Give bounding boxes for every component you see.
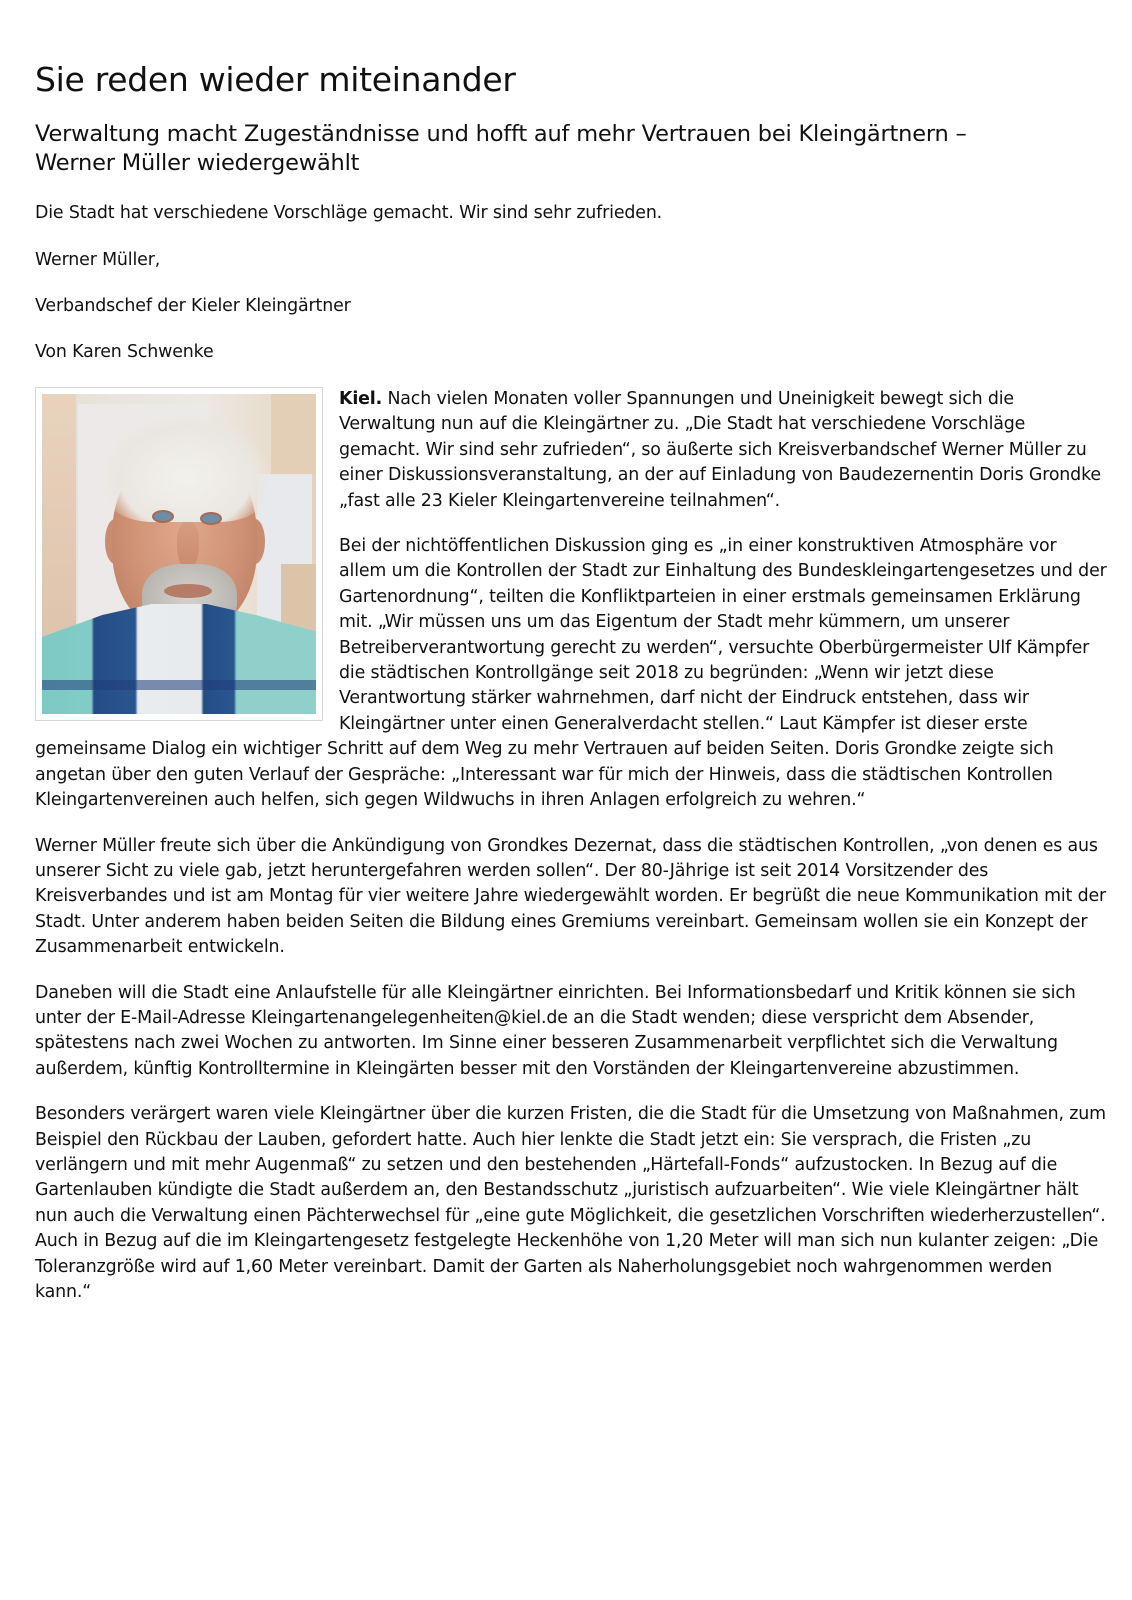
article-photo <box>35 387 323 721</box>
pull-quote: Die Stadt hat verschiedene Vorschläge gemacht. Wir sind sehr zufrieden. <box>35 203 663 223</box>
paragraph-4: Daneben will die Stadt eine Anlaufstelle für alle Kleingärtner einrichten. Bei Informationsbedarf und Kritik können sie sich unter der E-Mail-Adresse Kleingartenangelegenheiten@kiel.de an die Stadt wenden; diese verspricht dem Absender, spätestens nach zwei Wochen zu antworten. Im Sinne einer besseren Zusammenarbeit verpflichtet sich die Verwaltung außerdem, künftig Kontrolltermine in Kleingärten besser mit den Vorständen der Kleingartenvereine abzustimmen. <box>35 982 1076 1079</box>
byline: Von Karen Schwenke <box>35 342 214 362</box>
dateline: Kiel. <box>339 389 383 409</box>
paragraph-2: Bei der nichtöffentlichen Diskussion ging es „in einer konstruktiven Atmosphäre vor allem um die Kontrollen der Stadt zur Einhaltung des Bundeskleingartengesetzes und der Gartenordnung“, teilten die Konfliktparteien in einer erstmals gemeinsamen Erklärung mit. „Wir müssen uns um das Eigentum der Stadt mehr kümmern, um unserer Betreiberverantwortung gerecht zu werden“, versuchte Oberbürgermeister Ulf Kämpfer die städtischen Kontrollgänge seit 2018 zu begründen: „Wenn wir jetzt diese Verantwortung stärker wahrnehmen, darf nicht der Eindruck entstehen, dass wir Kleingärtner unter einen Generalverdacht stellen.“ Laut Kämpfer ist dieser erste gemeinsame Dialog ein wichtiger Schritt auf dem Weg zu mehr Vertrauen auf beiden Seiten. Doris Grondke zeigte sich angetan über den guten Verlauf der Gespräche: „Interessant war für mich der Hinweis, dass die städtischen Kontrollen Kleingartenvereinen auch helfen, sich gegen Wildwuchs in ihren Anlagen erfolgreich zu wehren.“ <box>35 536 1107 811</box>
paragraph-3: Werner Müller freute sich über die Ankündigung von Grondkes Dezernat, dass die städtischen Kontrollen, „von denen es aus unserer Sicht zu viele gab, jetzt heruntergefahren werden sollen“. Der 80-Jährige ist seit 2014 Vorsitzender des Kreisverbandes und ist am Montag für vier weitere Jahre wiedergewählt worden. Er begrüßt die neue Kommunikation mit der Stadt. Unter anderem haben beiden Seiten die Bildung eines Gremiums vereinbart. Gemeinsam wollen sie ein Konzept der Zusammenarbeit entwickeln. <box>35 835 1107 958</box>
paragraph-5: Besonders verärgert waren viele Kleingärtner über die kurzen Fristen, die die Stadt für die Umsetzung von Maßnahmen, zum Beispiel den Rückbau der Lauben, gefordert hatte. Auch hier lenkte die Stadt jetzt ein: Sie versprach, die Fristen „zu verlängern und mit mehr Augenmaß“ zu setzen und den bestehenden „Härtefall-Fonds“ aufzustocken. In Bezug auf die Gartenlauben kündigte die Stadt außerdem an, den Bestandsschutz „juristisch aufzuarbeiten“. Wie viele Kleingärtner hält nun auch die Verwaltung einen Pächterwechsel für „eine gute Möglichkeit, die gesetzlichen Vorschriften wiederherzustellen“. Auch in Bezug auf die im Kleingartengesetz festgelegte Heckenhöhe von 1,20 Meter will man sich nun kulanter zeigen: „Die Toleranzgröße wird auf 1,60 Meter vereinbart. Damit der Garten als Naherholungsgebiet noch wahrgenommen werden kann.“ <box>35 1104 1106 1302</box>
quote-author-role: Verbandschef der Kieler Kleingärtner <box>35 296 351 316</box>
article-subtitle: Verwaltung macht Zugeständnisse und hofft auf mehr Vertrauen bei Kleingärtnern – Werner Müller wiedergewählt <box>35 121 967 176</box>
quote-author: Werner Müller, <box>35 250 161 270</box>
article-body <box>35 387 1107 1325</box>
portrait-photo-icon <box>42 394 316 714</box>
article-title: Sie reden wieder miteinander <box>35 60 516 99</box>
paragraph-1-text: Nach vielen Monaten voller Spannungen und Uneinigkeit bewegt sich die Verwaltung nun auf die Kleingärtner zu. „Die Stadt hat verschiedene Vorschläge gemacht. Wir sind sehr zufrieden“, so äußerte sich Kreisverbandschef Werner Müller zu einer Diskussionsveranstaltung, an der auf Einladung von Baudezernentin Doris Grondke „fast alle 23 Kieler Kleingartenvereine teilnahmen“. <box>339 389 1101 511</box>
